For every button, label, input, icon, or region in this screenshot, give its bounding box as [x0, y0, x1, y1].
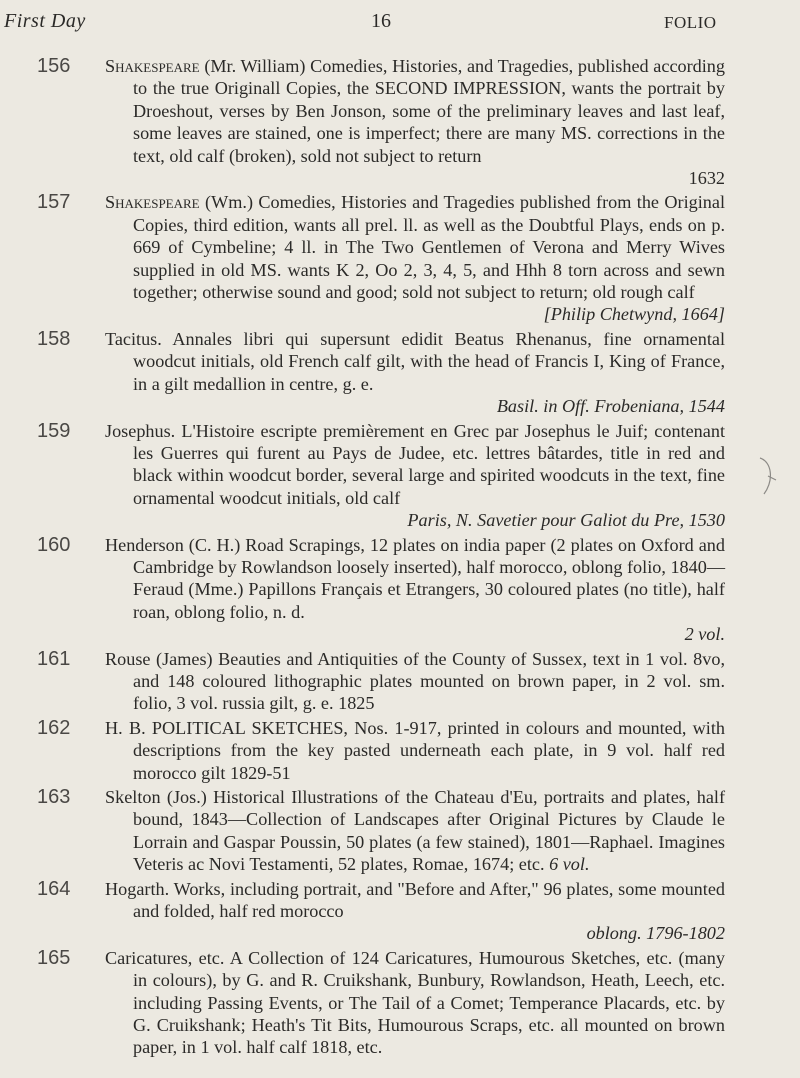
lot-date: oblong. 1796-1802: [586, 923, 725, 944]
lot-body: etc. A Collection of 124 Caricatures, Humourous Sketches, etc. (many in colours), by G. and R. Cruikshank, Bunbury, Rowlandson, Heath, Leech, etc. including Passing Events, or The Tail of a Comet; Temperance Placards, etc. by G. Cruikshank; Heath's Tit Bits, Humourous Scraps, etc. all mounted on brown paper, in 1 vol. half calf: [133, 947, 725, 1058]
lot-body: L'Histoire escripte premièrement en Grec par Josephus le Juif; contenant les Guerres qui furent au Pays de Judee, etc. lettres bâtardes, title in red and black within woodcut border, several large and spirited woodcuts in the text, fine ornamental woodcut initials, old calf: [133, 420, 725, 508]
lot-number: 156: [37, 55, 71, 77]
lot-description: [105, 786, 725, 876]
lot-entry: [0, 534, 800, 646]
lot-number: 159: [37, 419, 71, 442]
lot-description: [105, 947, 725, 1059]
lot-description: [105, 878, 725, 945]
lot-description: [105, 328, 725, 418]
lot-entry: [0, 420, 800, 532]
lot-entry: [0, 648, 800, 715]
lot-list: [0, 55, 800, 1061]
lot-body: Annales libri qui supersunt edidit Beatus Rhenanus, fine ornamental woodcut initials, old French calf gilt, with the head of Francis I, King of France, in a gilt medallion in centre, g. e.: [133, 328, 726, 394]
lot-date: 2 vol.: [684, 624, 725, 645]
lot-author: Josephus.: [105, 420, 176, 441]
lot-date: 1632: [688, 168, 725, 189]
lot-body: POLITICAL SKETCHES, Nos. 1-917, printed in colours and mounted, with descriptions from the key pasted underneath each plate, in 9 vol. half red morocco gilt: [133, 717, 726, 783]
lot-number: 163: [37, 786, 71, 808]
lot-author: Rouse: [105, 648, 151, 669]
lot-author: H. B.: [105, 717, 146, 738]
lot-author: Tacitus.: [105, 328, 162, 349]
lot-body: (James) Beauties and Antiquities of the County of Sussex, text in 1 vol. 8vo, and 148 coloured lithographic plates mounted on brown paper, in 2 vol. sm. folio, 3 vol. russia gilt, g. e.: [133, 648, 726, 714]
lot-description: [105, 717, 725, 784]
lot-description: [105, 420, 725, 532]
page-number: 16: [371, 10, 391, 32]
lot-number: 164: [37, 877, 71, 900]
day-heading: First Day: [4, 10, 86, 32]
lot-number: 158: [37, 327, 71, 350]
lot-number: 157: [37, 191, 71, 214]
lot-description: [105, 55, 725, 189]
lot-description: [105, 534, 725, 646]
margin-pencil-mark: [750, 450, 790, 520]
lot-entry: [0, 947, 800, 1059]
lot-author: Caricatures,: [105, 947, 193, 968]
lot-author: Shakespeare: [105, 192, 200, 213]
lot-date: 1818, etc.: [311, 1037, 383, 1058]
lot-entry: [0, 786, 800, 876]
lot-date: 6 vol.: [549, 854, 590, 875]
lot-entry: [0, 191, 800, 325]
lot-date: 1829-51: [229, 762, 291, 783]
lot-author: Henderson: [105, 534, 184, 555]
lot-author: Shakespeare: [105, 56, 200, 76]
lot-body: (Jos.) Historical Illustrations of the Chateau d'Eu, portraits and plates, half bound, 1843—Collection of Landscapes after Original Pictures by Claude le Lorrain and Gaspar Poussin, 50 plates (a few stained), 1801—Raphael. Imagines Veteris ac Novi Testamenti, 52 plates, Romae, 1674; etc.: [133, 787, 726, 875]
lot-body: (C. H.) Road Scrapings, 12 plates on india paper (2 plates on Oxford and Cambridge by Rowlandson loosely inserted), half morocco, oblong folio, 1840—Feraud (Mme.) Papillons Français et Etrangers, 30 coloured plates (no title), half roan, oblong folio, n. d.: [133, 534, 726, 622]
lot-date: Paris, N. Savetier pour Galiot du Pre, 1530: [407, 510, 725, 531]
lot-entry: [0, 328, 800, 418]
lot-author: Hogarth.: [105, 878, 170, 899]
lot-date: Basil. in Off. Frobeniana, 1544: [496, 396, 725, 417]
lot-entry: [0, 55, 800, 189]
lot-entry: [0, 717, 800, 784]
lot-body: (Mr. William) Comedies, Histories, and Tragedies, published according to the true Originall Copies, the SECOND IMPRESSION, wants the portrait by Droeshout, verses by Ben Jonson, some of the preliminary leaves and last leaf, some leaves are stained, one is imperfect; there are many MS. corrections in the text, old calf (broken), sold not subject to return: [133, 56, 725, 166]
lot-author: Skelton: [105, 787, 161, 807]
page-header: [0, 10, 800, 46]
lot-body: (Wm.) Comedies, Histories and Tragedies published from the Original Copies, third edition, wants all prel. ll. as well as the Doubtful Plays, ends on p. 669 of Cymbeline; 4 ll. in The Two Gentlemen of Verona and Merry Wives supplied in old MS. wants K 2, Oo 2, 3, 4, 5, and Hhh 8 torn across and sewn together; otherwise sound and good; sold not subject to return; old rough calf: [133, 192, 726, 303]
lot-number: 160: [37, 533, 71, 556]
lot-number: 161: [37, 647, 71, 670]
lot-number: 162: [37, 716, 71, 739]
lot-description: [105, 648, 725, 715]
lot-body: Works, including portrait, and "Before and After," 96 plates, some mounted and folded, half red morocco: [133, 878, 725, 922]
lot-description: [105, 191, 725, 325]
lot-number: 165: [37, 946, 71, 969]
lot-date: 1825: [338, 693, 375, 714]
section-heading: FOLIO: [664, 13, 717, 32]
lot-entry: [0, 878, 800, 945]
lot-date: [Philip Chetwynd, 1664]: [543, 304, 725, 325]
